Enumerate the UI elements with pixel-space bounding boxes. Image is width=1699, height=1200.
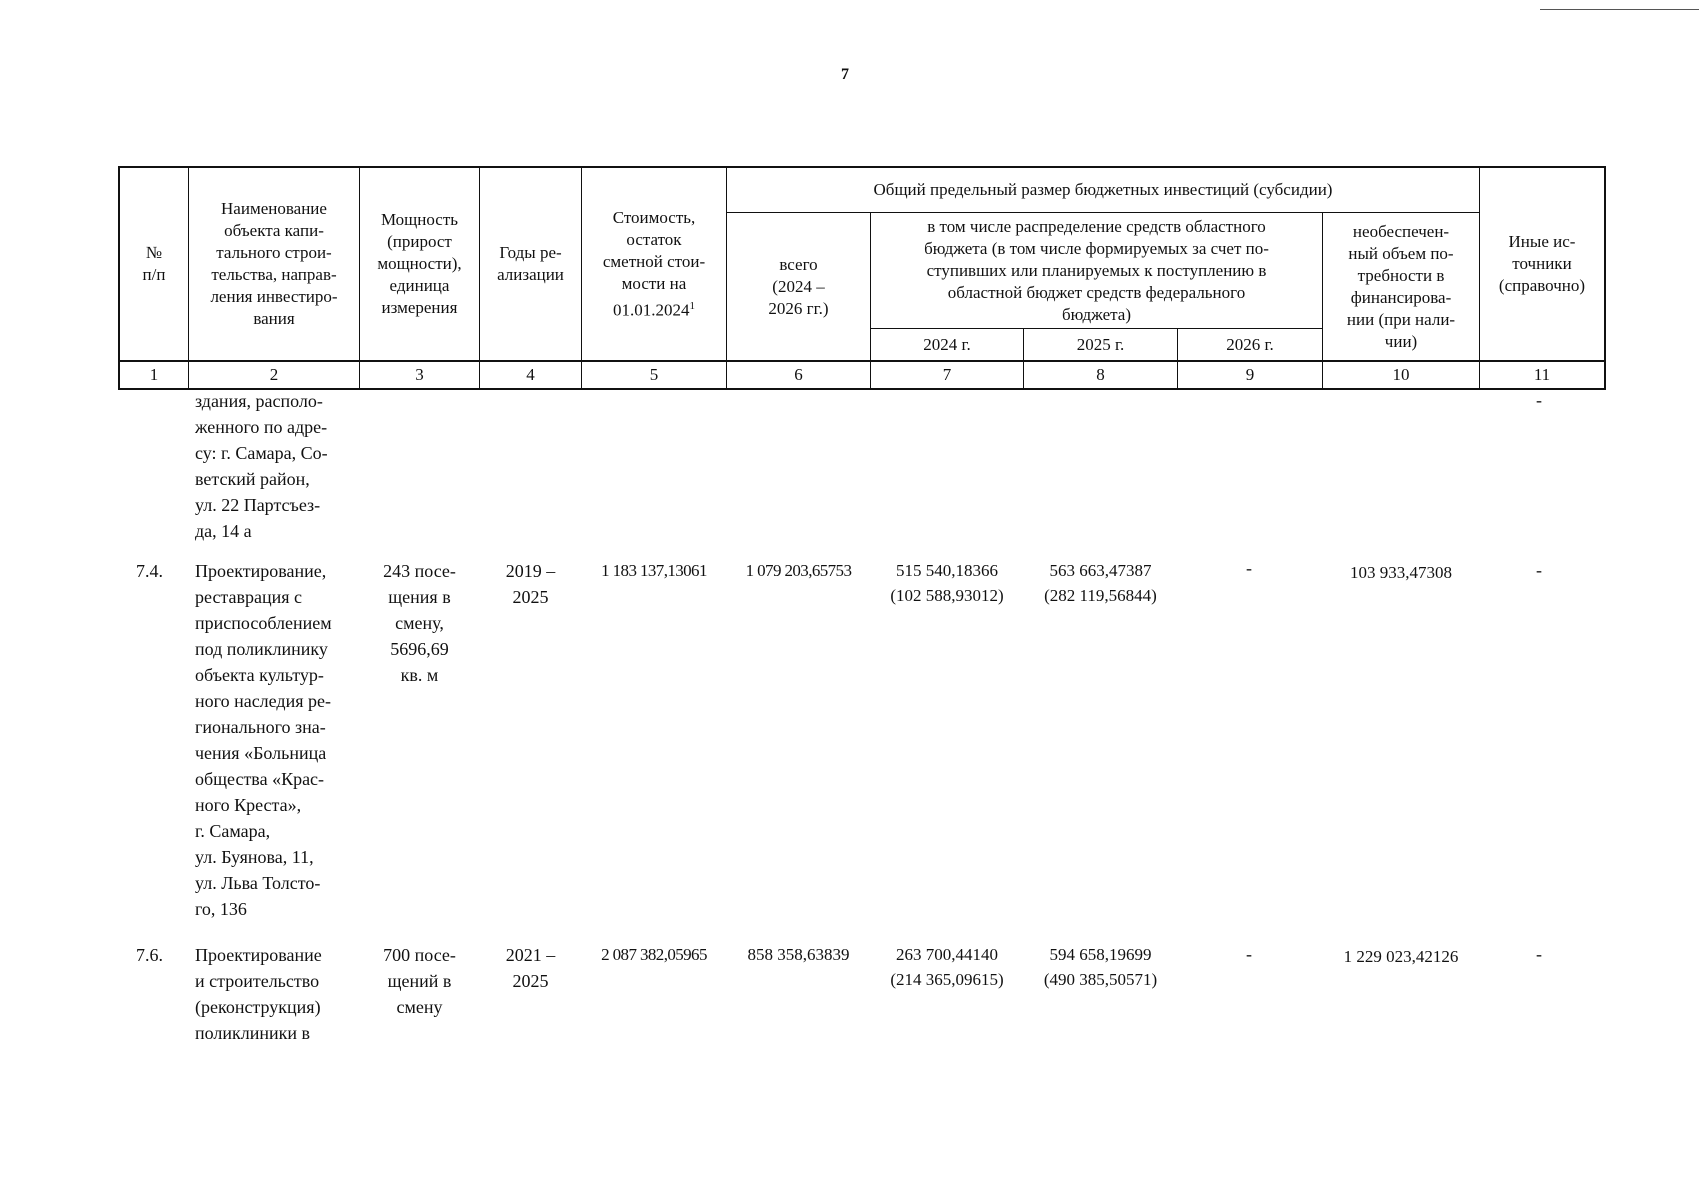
row-years: 2019 – 2025 — [505, 561, 556, 607]
row-total: 1 079 203,65753 — [745, 561, 852, 580]
col-border-11 — [1604, 166, 1606, 390]
header-group-title: Общий предельный размер бюджетных инвестиций (субсидии) — [873, 180, 1333, 199]
scan-edge-line — [1540, 9, 1699, 10]
header-col-cost: Стоимость, остаток сметной стои- мости на 01.01.2024$^1$ — [602, 207, 706, 320]
row-object-name: здания, располо- женного по адре- су: г. Самара, Со- ветский район, ул. 22 Партсъез- да, 14 а — [195, 391, 328, 541]
row-object-name: Проектирование, реставрация с приспособлением под поликлинику объекта культур- ного наследия ре- гионального зна- чения «Больница общества «Крас- ного Креста», г. Самара, ул. Буянова, 11, ул. Льва Толсто- го, 136 — [195, 561, 332, 919]
row-capacity: 700 посе- щений в смену — [383, 945, 456, 1017]
column-number: 8 — [1096, 365, 1105, 384]
row-2024: 515 540,18366 (102 588,93012) — [890, 561, 1004, 605]
column-number: 5 — [649, 365, 659, 384]
row-2026: - — [1246, 558, 1252, 578]
column-number: 9 — [1245, 365, 1255, 384]
row-2025: 594 658,19699 (490 385,50571) — [1043, 945, 1158, 989]
row-cost: 1 183 137,13061 — [601, 561, 707, 580]
header-col-number: № п/п — [142, 243, 166, 284]
header-col-2024: 2024 г. — [923, 334, 971, 354]
header-col-years: Годы ре- ализации — [497, 243, 564, 284]
row-cost: 2 087 382,05965 — [601, 945, 707, 964]
column-number: 4 — [526, 365, 535, 384]
header-col-2025: 2025 г. — [1076, 334, 1125, 354]
row-object-name: Проектирование и строительство (реконструкция) поликлиники в — [195, 945, 322, 1043]
header-col-capacity: Мощность (прирост мощности), единица измерения — [377, 210, 462, 317]
row-other-sources: - — [1536, 560, 1542, 580]
column-number: 6 — [794, 365, 803, 384]
column-number: 7 — [942, 365, 952, 384]
row-years: 2021 – 2025 — [505, 945, 556, 991]
row-unfunded: 103 933,47308 — [1350, 563, 1452, 582]
column-number: 11 — [1533, 365, 1551, 384]
column-number: 10 — [1392, 365, 1410, 384]
row-capacity: 243 посе- щения в смену, 5696,69 кв. м — [383, 561, 456, 685]
row-other-sources: - — [1536, 390, 1542, 410]
row-other-sources: - — [1536, 944, 1542, 964]
footnote-marker: 1 — [689, 299, 695, 312]
header-col-2026: 2026 г. — [1226, 334, 1274, 354]
column-number: 2 — [269, 365, 279, 384]
header-col-other: Иные ис- точники (справочно) — [1498, 232, 1586, 295]
row-unfunded: 1 229 023,42126 — [1343, 947, 1459, 966]
header-col-unfunded: необеспечен- ный объем по- требности в финансирова- нии (при нали- чии) — [1346, 221, 1456, 351]
row-2026: - — [1246, 944, 1252, 964]
page-number: 7 — [841, 66, 849, 83]
header-subgroup-title: в том числе распределение средств областного бюджета (в том числе формируемых за счет по- ступивших или планируемых к поступлению в областной бюджет средств федерального бюджета) — [924, 216, 1269, 324]
header-col-name: Наименование объекта капи- тального строи- тельства, направ- ления инвестиро- вания — [210, 199, 338, 328]
header-col-total: всего (2024 – 2026 гг.) — [768, 254, 829, 318]
row-number: 7.6. — [136, 945, 163, 965]
row-2025: 563 663,47387 (282 119,56844) — [1044, 561, 1157, 605]
column-number: 1 — [149, 365, 159, 384]
row-2024: 263 700,44140 (214 365,09615) — [890, 945, 1004, 989]
row-total: 858 358,63839 — [747, 945, 850, 964]
column-number: 3 — [415, 365, 424, 384]
row-number: 7.4. — [136, 561, 163, 581]
